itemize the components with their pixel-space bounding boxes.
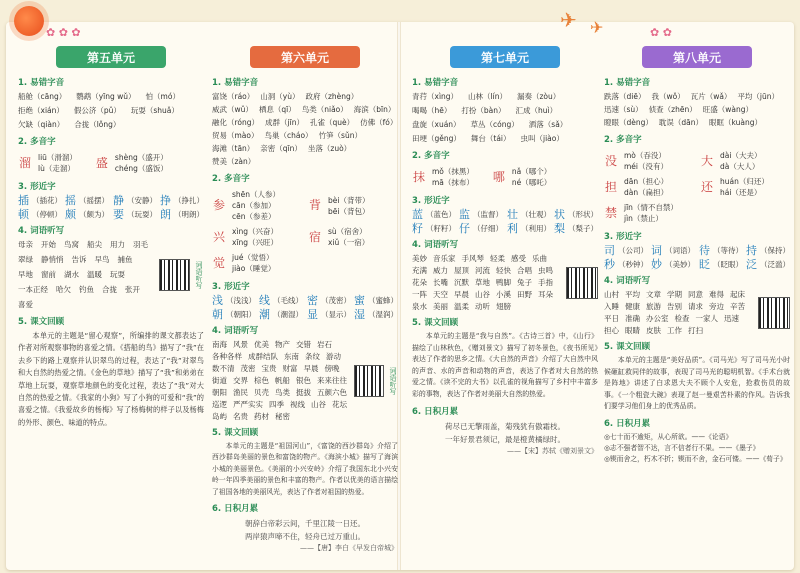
- unit-8-banner: 第八单元: [642, 46, 752, 68]
- text-review: 本单元的主题是“我与自然”。《古诗三首》中，《山行》描绘了山林秋色，《赠刘景文》描写了初冬景色，《夜书所见》表达了作者的思乡之情。《大自然的声音》介绍了大自然中风的声音、水的声音和动物的声音，表达了作者对大自然的热爱之情。《读不完的大书》以孔雀的视角描写了乡村中丰富多彩的事物，表达了作者对美丽大自然的热爱。: [412, 332, 598, 398]
- unit-5-banner: 第五单元: [56, 46, 166, 68]
- section-title: 2. 多音字: [212, 174, 250, 184]
- pinyin-list: 青荇（xìng） 山林（lín） 漏奏（zòu） 喝喝（hē） 打扮（bàn） 汇成（huì） 盘旋（xuán） 草丛（cóng） 洒落（sǎ） 田埂（gěng） 舞台（tái） 虫叫（jiào）: [412, 92, 568, 143]
- poem-line: 两岸猿声啼不住，轻舟已过万重山。: [245, 532, 365, 542]
- qr-code[interactable]: [758, 297, 790, 329]
- section-title: 5. 课文回顾: [18, 317, 65, 327]
- section-title: 4. 词语听写: [212, 326, 259, 336]
- poem-source: ——【宋】苏轼《赠刘景文》: [507, 446, 598, 455]
- section-title: 5. 课文回顾: [604, 342, 651, 352]
- polyphone: 盛 shèng（盛开） chéng（盛饭）: [95, 153, 168, 173]
- saying: ◎锲而舍之，朽木不折；锲而不舍，金石可镂。——《荀子》: [604, 454, 787, 463]
- qr-code[interactable]: [354, 365, 384, 397]
- poem-line: 朝辞白帝彩云间，千里江陵一日还。: [245, 519, 365, 529]
- section-title: 4. 词语听写: [412, 240, 459, 250]
- bird-icon: ✈: [560, 8, 577, 32]
- text-review: 本单元的主题是“祖国河山”，《富饶的西沙群岛》介绍了西沙群岛美丽的景色和富饶的物产。《海滨小城》描写了海滨小城的美丽景色。《美丽的小兴安岭》介绍了我国东北小兴安岭一年四季美丽的景色和丰富的物产。作者以优美的语言描绘了祖国各地的美丽风光，表达了作者对祖国的热爱。: [212, 442, 398, 496]
- saying: ◎七十而不逾矩，从心所欲。——《论语》: [604, 432, 733, 441]
- polyphone: 参 shēn（人参） cān（参加） cēn（参差）: [212, 190, 281, 221]
- unit-5-column: [18, 46, 204, 566]
- saying: ◎志不强者智不达，言不信者行不果。——《墨子》: [604, 443, 760, 452]
- polyphone: 哪 nǎ（哪个） né（哪吒）: [492, 167, 552, 187]
- polyphone: 还 huán（归还） hái（还是）: [700, 177, 769, 197]
- text-review: 本单元的主题是“留心观察”，所编排的课文都表达了作者对所观察事物的喜爱之情。《搭船的鸟》描写了“我”在去乡下的路上观察并认识翠鸟的过程，表达了“我”对翠鸟和大自然的热爱之情。《金色的草地》描写了“我”和弟弟在草地上玩耍，观察草地颜色的变化过程，表达了“我”对大自然的热爱之情。《我家的小狗》写了小狗的可爱和“我”的喜爱之情。《我爱故乡的杨梅》写了杨梅树的样子以及杨梅的外形、颜色、味道的特点。: [18, 331, 204, 427]
- section-title: 3. 形近字: [18, 182, 56, 192]
- polyphone: 溜 liū（滑溜） lù（走溜）: [18, 153, 77, 173]
- polyphone: 宿 sù（宿舍） xiǔ（一宿）: [308, 227, 370, 247]
- qr-code[interactable]: [566, 267, 598, 299]
- polyphone: 禁 jīn（情不自禁） jìn（禁止）: [604, 203, 678, 223]
- polyphone: 兴 xìng（兴奋） xīng（兴旺）: [212, 227, 279, 247]
- polyphone: 抹 mǒ（抹黑） mā（抹布）: [412, 167, 474, 187]
- section-title: 2. 多音字: [412, 151, 450, 161]
- polyphone: 大 dài（大夫） dà（大人）: [700, 151, 762, 171]
- section-title: 4. 词语听写: [18, 226, 65, 236]
- section-title: 3. 形近字: [412, 196, 450, 206]
- similar-chars: 司 （公司） 词 （词语） 待 （等待） 持 （保持） 秒 （秒钟） 妙 （美妙） 眨 （眨眼） 泛 （泛滥）: [604, 244, 790, 271]
- sun-icon: [14, 6, 44, 36]
- unit-6-banner: 第六单元: [250, 46, 360, 68]
- pinyin-list: 跌落（diē） 我（wǒ） 瓦片（wǎ） 平均（jūn） 迅速（sù） 侦查（zhēn） 旺盛（wàng） 瞪眼（dèng） 耽误（dān） 眼眶（kuàng）: [604, 92, 780, 127]
- section-title: 5. 课文回顾: [212, 428, 259, 438]
- polyphone: 没 mò（吞没） méi（没有）: [604, 151, 669, 171]
- polyphone: 觉 jué（觉悟） jiào（睡觉）: [212, 253, 276, 273]
- dictation-words: 母亲 开始 鸟窝 船尖 用力 羽毛 翠绿 静悄悄 告诉 早鸟 捕鱼 早地 窗前 湖水 温暖 玩耍 一本正经 哈欠 钓鱼 合拢 张开 喜爱: [18, 240, 148, 309]
- unit-7-column: [412, 46, 598, 566]
- section-title: 1. 易错字音: [18, 78, 65, 88]
- qr-code[interactable]: [159, 259, 190, 291]
- flower-icon: ✿ ✿: [650, 26, 672, 39]
- section-title: 1. 易错字音: [212, 78, 259, 88]
- section-title: 1. 易错字音: [604, 78, 651, 88]
- section-title: 1. 易错字音: [412, 78, 459, 88]
- qr-label: 词语听写: [389, 366, 397, 395]
- bird-icon: ✈: [590, 18, 604, 37]
- poem-line: 荷尽已无擎雨盖，菊残犹有傲霜枝。: [445, 421, 565, 431]
- dictation-words: 美妙 音乐家 手风琴 轻柔 感受 乐曲 充满 威力 屋顶 河流 轻快 合唱 虫鸣 花朵 长嘴 沉默 草地 鸭脚 兔子 手指 一阵 天空 早晨 山谷 小溪 田野 耳朵 泉水 美丽 温柔 动听 翅膀: [412, 254, 553, 311]
- section-title: 6. 日积月累: [604, 418, 651, 429]
- flower-icon: ✿ ✿ ✿: [46, 26, 81, 39]
- dictation-words: 南海 风景 优美 物产 交错 岩石 各种各样 成群结队 东南 条纹 游动 数不清 茂密 宝贵 财富 早晨 傍晚 街道 交界 棕色 帆船 银色 来来往往 朝阳 渔民 贝壳 鸟类 挺拔 五颜六色 巡逻 严严实实 四季 视线 山谷 花坛 岛屿 名贵 药材 秘密: [212, 340, 347, 421]
- similar-chars: 浅 （浅浅） 线 （毛线） 密 （茂密） 蜜 （蜜蜂） 朝 （朝阳） 潮 （潮湿） 显 （显示） 湿 （湿润）: [212, 294, 398, 321]
- section-title: 4. 词语听写: [604, 276, 651, 286]
- unit-7-banner: 第七单元: [450, 46, 560, 68]
- similar-chars: 插 （插花） 摇 （摇摆） 静 （安静） 挣 （挣扎） 顿 （停顿） 颇 （颇为） 要 （玩耍） 朗 （明朗）: [18, 194, 204, 221]
- text-review: 本单元的主题是“美好品质”。《司马光》写了司马光小时候砸缸救同伴的故事，表现了司马光的聪明机智。《手术台就是阵地》讲述了白求恩大夫不顾个人安危，抢救伤员的故事。《一个粗瓷大碗》表现了赵一曼艰苦朴素的作风。告诉我们要学习他们身上的优秀品质。: [604, 356, 790, 411]
- polyphone: 担 dān（担心） dàn（扁担）: [604, 177, 669, 197]
- pinyin-list: 富饶（ráo） 山洞（yù） 政府（zhèng） 威武（wǔ） 栖息（qī） 鸟类（niǎo） 海滨（bīn） 融化（róng） 成群（jīn） 孔雀（què） 仿佛（fó） 贸易（mào） 鸟巢（cháo） 竹笋（sǔn） 海滩（tān） 亲密（qīn） 坐落（zuò） 赞美（zàn）: [212, 92, 398, 166]
- poem-line: 一年好景君须记，最是橙黄橘绿时。: [445, 434, 565, 444]
- section-title: 2. 多音字: [18, 137, 56, 147]
- dictation-words: 山村 平均 文章 学期 同意 难得 起床 入睡 健康 旅游 告别 请求 旁边 辛苦 平日 准确 办公室 检查 一家人 迅速 担心 眼睛 皮肤 工作 打扫: [604, 290, 745, 335]
- similar-chars: 蓝 （蓝色） 监 （监督） 壮 （壮观） 状 （形状） 籽 （籽籽） 仔 （仔细） 利 （利用） 梨 （梨子）: [412, 208, 598, 235]
- poem-source: ——【唐】李白《早发白帝城》: [300, 544, 398, 553]
- unit-8-column: [604, 46, 790, 566]
- unit-6-column: [212, 46, 398, 566]
- qr-label: 词语听写: [195, 261, 203, 289]
- section-title: 2. 多音字: [604, 135, 642, 145]
- section-title: 3. 形近字: [212, 282, 250, 292]
- section-title: 3. 形近字: [604, 232, 642, 242]
- section-title: 6. 日积月累: [412, 406, 459, 417]
- section-title: 6. 日积月累: [212, 504, 259, 515]
- polyphone: 背 bèi（背带） bēi（背包）: [308, 195, 370, 216]
- pinyin-list: 船舱（cāng） 鹦鹉（yīng wǔ） 怕（mó） 拒绝（xián） 假公济（pǔ） 玩耍（shuǎ） 欠缺（qiàn） 合拢（lǒng）: [18, 92, 180, 129]
- section-title: 5. 课文回顾: [412, 318, 459, 328]
